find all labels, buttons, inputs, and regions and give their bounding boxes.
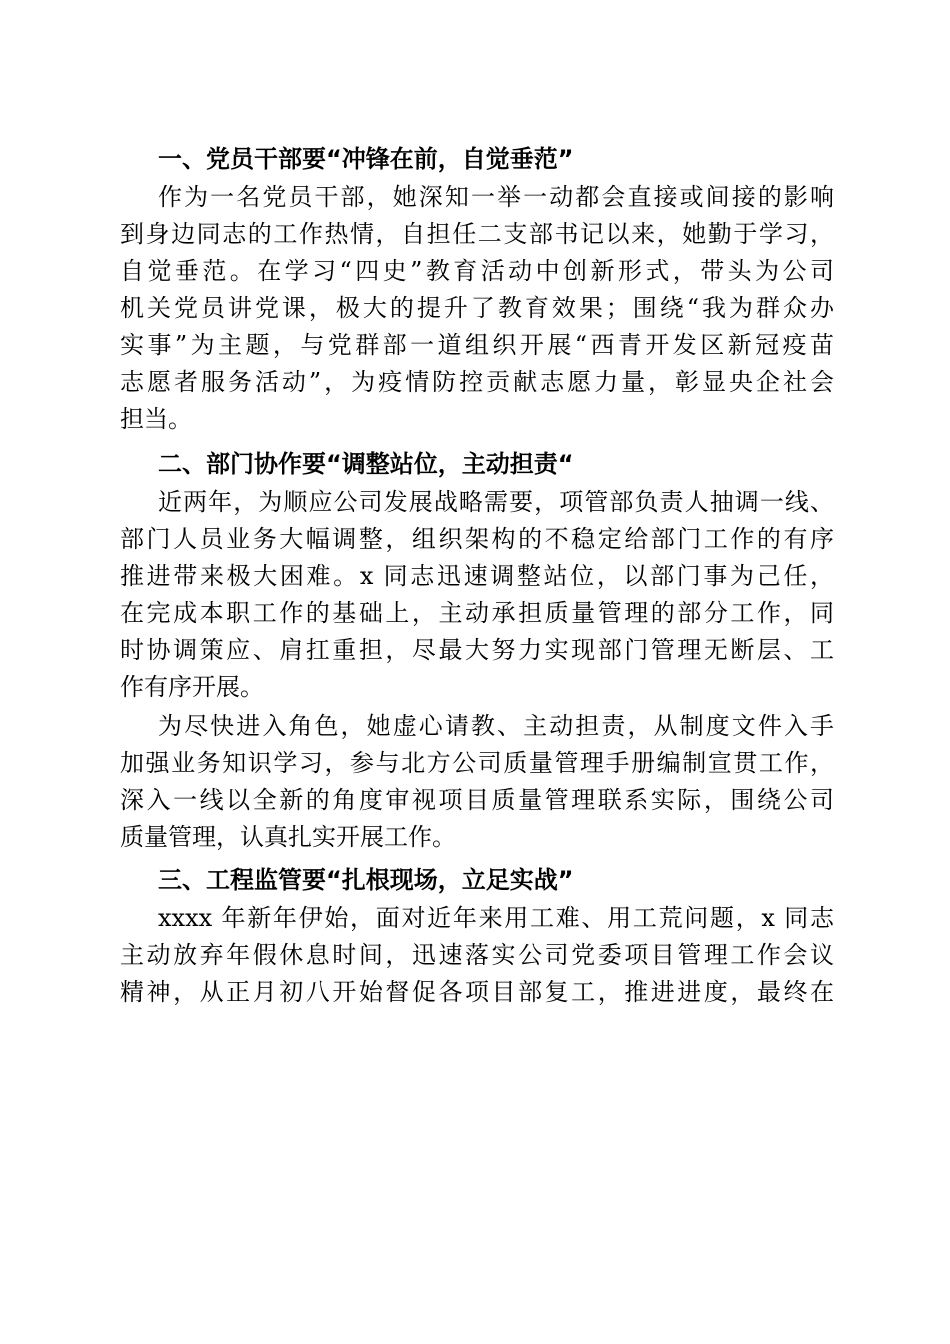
section-3 [120,862,834,1011]
text-line: 加强业务知识学习，参与北方公司质量管理手册编制宣贯工作， [120,749,834,777]
text-line: 为尽快进入角色，她虚心请教、主动担责，从制度文件入手 [158,712,834,740]
section-1 [120,141,834,438]
paragraph [120,900,834,1011]
document-body [120,141,834,1011]
text-line: 精神，从正月初八开始督促各项目部复工，推进进度，最终在 [120,978,834,1006]
paragraph [120,179,834,438]
text-line: 质量管理，认真扎实开展工作。 [120,823,456,851]
text-line: 志愿者服务活动”，为疫情防控贡献志愿力量，彰显央企社会 [120,368,834,396]
text-line: 实事”为主题，与党群部一道组织开展“西青开发区新冠疫苗 [120,331,834,359]
text-line: 作为一名党员干部，她深知一举一动都会直接或间接的影响 [158,183,834,211]
text-line: 深入一线以全新的角度审视项目质量管理联系实际，围绕公司 [120,786,834,814]
text-line: 近两年，为顺应公司发展战略需要，项管部负责人抽调一线、 [158,488,834,516]
text-line: 在完成本职工作的基础上，主动承担质量管理的部分工作，同 [120,599,834,627]
section-heading: 一、党员干部要“冲锋在前，自觉垂范” [158,145,574,173]
text-line: 机关党员讲党课，极大的提升了教育效果；围绕“我为群众办 [120,294,834,322]
section-2 [120,446,834,856]
text-line: 自觉垂范。在学习“四史”教育活动中创新形式，带头为公司 [120,257,834,285]
text-line: 担当。 [120,405,192,433]
paragraph [120,708,834,856]
section-heading: 二、部门协作要“调整站位，主动担责“ [158,450,574,478]
text-line: 作有序开展。 [120,673,264,701]
section-heading: 三、工程监管要“扎根现场，立足实战” [158,866,574,894]
text-line: 到身边同志的工作热情，自担任二支部书记以来，她勤于学习， [120,220,834,248]
text-line: 主动放弃年假休息时间，迅速落实公司党委项目管理工作会议 [120,941,834,969]
text-line: 推进带来极大困难。x 同志迅速调整站位，以部门事为己任， [120,562,834,590]
text-line: xxxx 年新年伊始，面对近年来用工难、用工荒问题，x 同志 [158,904,834,932]
text-line: 时协调策应、肩扛重担，尽最大努力实现部门管理无断层、工 [120,636,834,664]
paragraph [120,484,834,706]
text-line: 部门人员业务大幅调整，组织架构的不稳定给部门工作的有序 [120,525,834,553]
